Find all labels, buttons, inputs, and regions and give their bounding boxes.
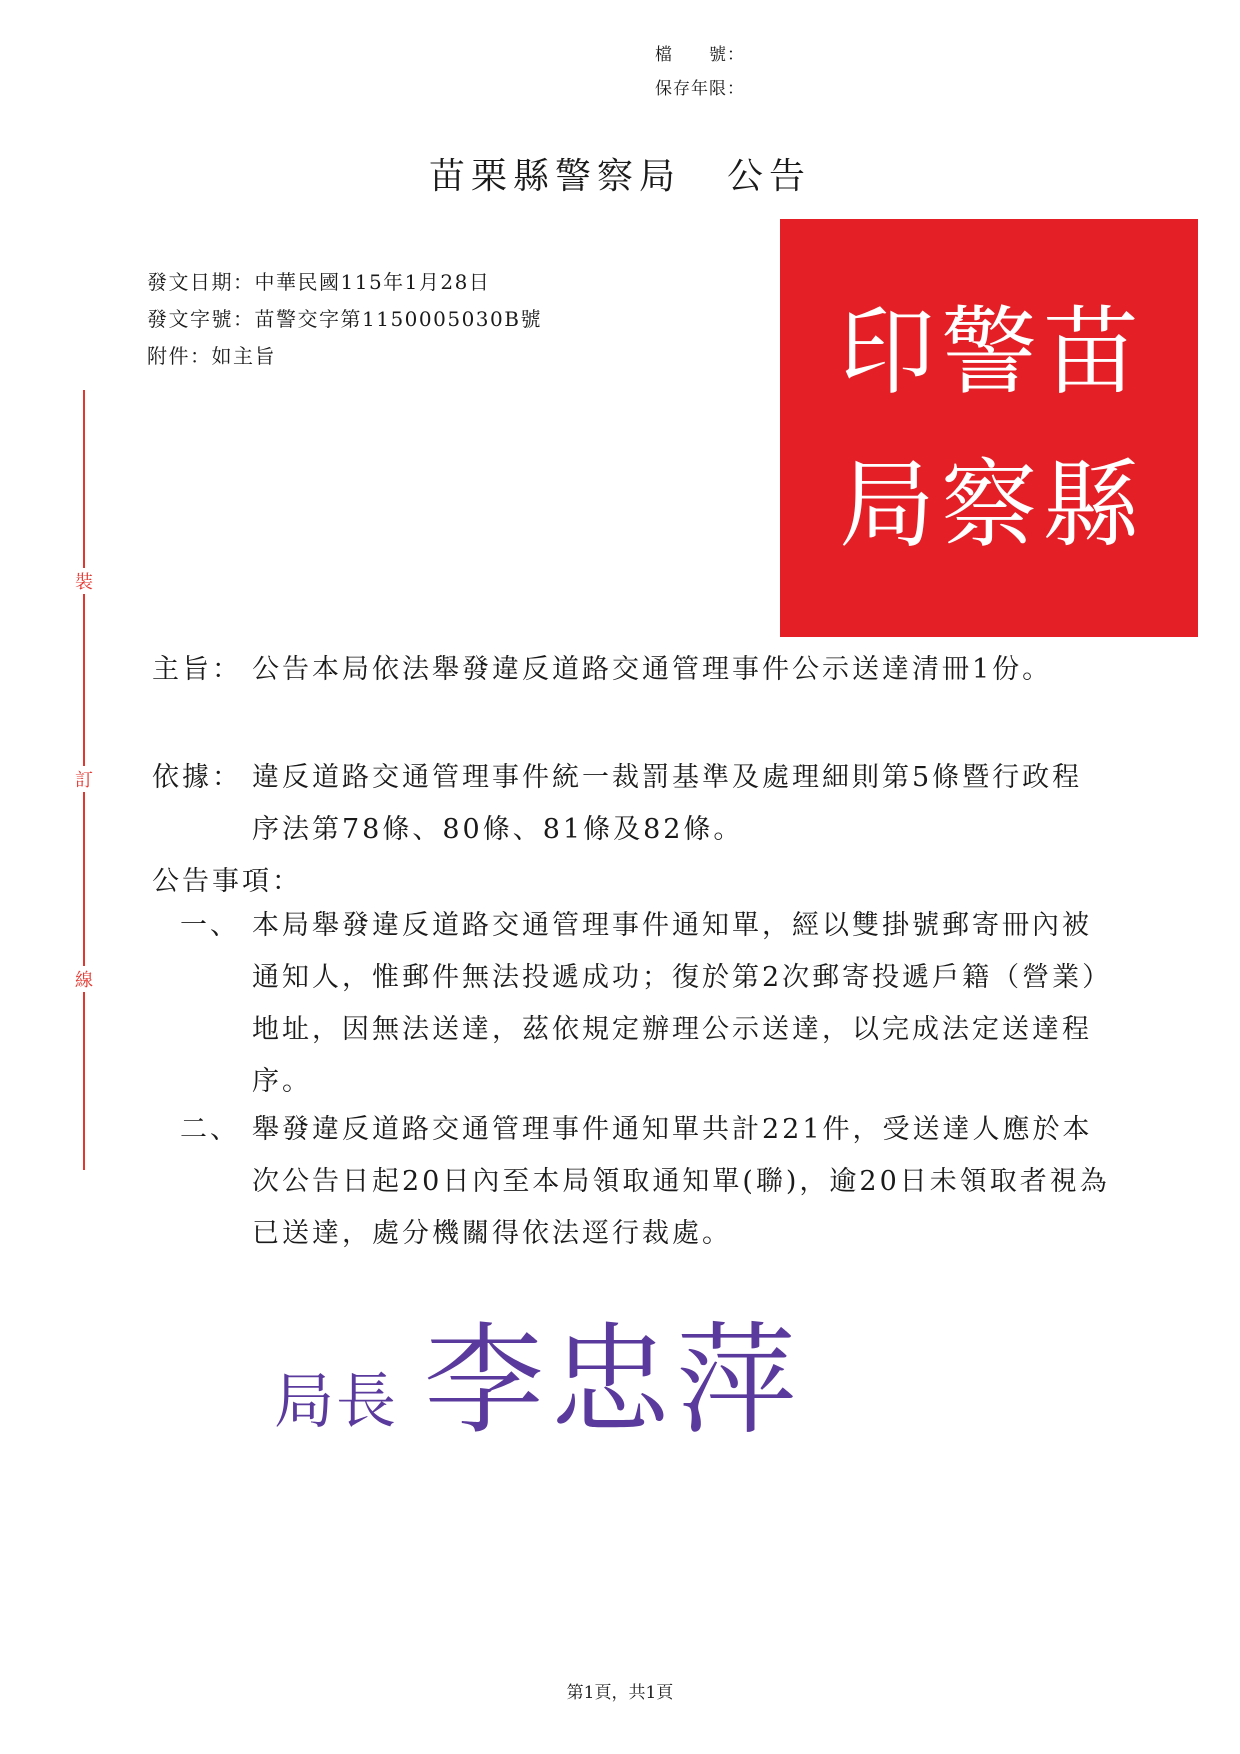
- subject-label: 主旨：: [152, 654, 242, 685]
- subject-text: 公告本局依法舉發違反道路交通管理事件公示送達清冊1份。: [252, 654, 1053, 685]
- signature-title: 局長: [274, 1367, 398, 1437]
- official-seal: [780, 219, 1198, 637]
- binding-mark: 裝: [72, 568, 96, 594]
- basis-label: 依據：: [152, 762, 242, 793]
- notice-item-text: 舉發違反道路交通管理事件通知單共計221件，受送達人應於本次公告日起20日內至本局領取通知單(聯)，逾20日未領取者視為已送達，處分機關得依法逕行裁處。: [252, 1114, 1110, 1249]
- seal-char: 局: [839, 448, 935, 561]
- agency-name: 苗栗縣警察局: [428, 156, 681, 197]
- binding-mark: 線: [72, 966, 96, 992]
- seal-char: 察: [941, 448, 1037, 561]
- basis-text: 違反道路交通管理事件統一裁罰基準及處理細則第5條暨行政程序法第78條、80條、81條及82條。: [252, 762, 1083, 845]
- notice-item-number: 二、: [180, 1114, 240, 1145]
- binding-mark: 訂: [72, 766, 96, 792]
- document-type: 公告: [727, 156, 812, 197]
- page-number: 第1頁，共1頁: [566, 1683, 674, 1703]
- seal-characters: [836, 275, 1142, 581]
- file-number-label: 檔 號：: [655, 45, 745, 65]
- signature-name: 李忠萍: [424, 1312, 802, 1451]
- retention-period-label: 保存年限：: [655, 79, 745, 99]
- notice-item-number: 一、: [180, 910, 240, 941]
- notice-heading: 公告事項：: [152, 866, 302, 897]
- seal-char: 印: [839, 295, 935, 408]
- issue-date: 發文日期：中華民國115年1月28日: [147, 270, 491, 294]
- page-title: [0, 148, 1240, 199]
- seal-char: 警: [941, 295, 1037, 408]
- attachment-note: 附件：如主旨: [147, 344, 276, 368]
- chief-signature-stamp: [274, 1285, 802, 1457]
- seal-char: 縣: [1043, 448, 1139, 561]
- document-number: 發文字號：苗警交字第1150005030B號: [147, 307, 542, 331]
- seal-char: 苗: [1043, 295, 1139, 408]
- notice-item-text: 本局舉發違反道路交通管理事件通知單，經以雙掛號郵寄冊內被通知人，惟郵件無法投遞成功；復於第2次郵寄投遞戶籍（營業）地址，因無法送達，茲依規定辦理公示送達，以完成法定送達程序。: [252, 910, 1099, 1097]
